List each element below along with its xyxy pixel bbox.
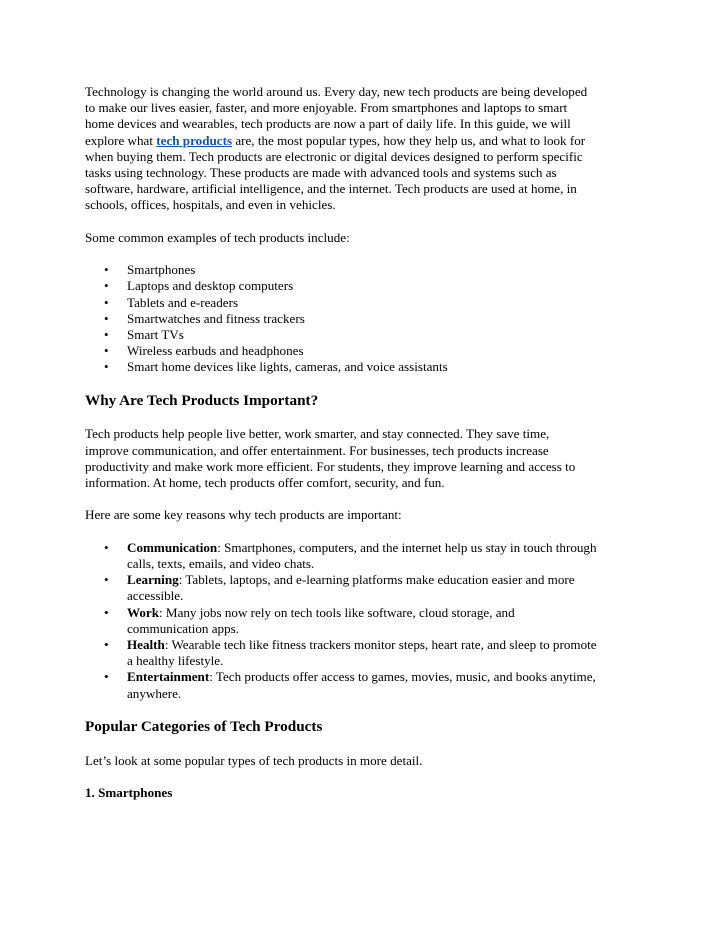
reasons-list (85, 540, 641, 702)
reason-text: : Many jobs now rely on tech tools like software, cloud storage, and (159, 604, 515, 620)
bullet-icon: • (104, 604, 109, 620)
intro-paragraph (85, 84, 641, 214)
reason-line (127, 669, 641, 685)
document-page (85, 84, 641, 801)
bullet-icon: • (104, 637, 109, 653)
reason-term: Communication (127, 539, 218, 555)
bullet-icon: • (104, 669, 109, 685)
intro-line: home devices and wearables, tech products are now a part of daily life. In this guide, we will (85, 116, 571, 132)
why-heading: Why Are Tech Products Important? (85, 391, 319, 409)
reasons-lead: Here are some key reasons why tech products are important: (85, 507, 402, 523)
why-paragraph (85, 426, 641, 491)
reason-line (127, 540, 641, 556)
list-item-text: Wireless earbuds and headphones (127, 343, 304, 359)
bullet-icon: • (104, 262, 109, 278)
categories-heading: Popular Categories of Tech Products (85, 718, 323, 736)
reason-text: : Smartphones, computers, and the internet help us stay in touch through (217, 539, 597, 555)
list-item (85, 359, 641, 375)
intro-line: Technology is changing the world around us. Every day, new tech products are being developed (85, 84, 588, 99)
intro-line: tasks using technology. These products are made with advanced tools and systems such as (85, 165, 557, 181)
why-line: improve communication, and offer entertainment. For businesses, tech products increase (85, 442, 549, 458)
intro-line: schools, offices, hospitals, and even in vehicles. (85, 197, 336, 213)
reason-text: : Tablets, laptops, and e-learning platforms make education easier and more (178, 572, 575, 588)
list-item (85, 637, 641, 669)
list-item (85, 669, 641, 701)
why-line: Tech products help people live better, work smarter, and stay connected. They save time, (85, 426, 550, 442)
examples-lead: Some common examples of tech products include: (85, 229, 350, 245)
intro-line-with-link (85, 133, 641, 149)
reason-text: : Wearable tech like fitness trackers monitor steps, heart rate, and sleep to promote (164, 637, 597, 653)
reason-line (127, 605, 641, 621)
bullet-icon: • (104, 310, 109, 326)
bullet-icon: • (104, 278, 109, 294)
list-item (85, 262, 641, 278)
intro-text: explore what (85, 132, 157, 148)
reason-line: a healthy lifestyle. (127, 653, 224, 669)
tech-products-link[interactable]: tech products (156, 132, 233, 148)
list-item (85, 278, 641, 294)
categories-lead: Let’s look at some popular types of tech products in more detail. (85, 752, 423, 768)
bullet-icon: • (104, 539, 109, 555)
reason-line: calls, texts, emails, and video chats. (127, 556, 315, 571)
list-item-text: Smart TVs (127, 327, 184, 343)
list-item (85, 572, 641, 604)
bullet-icon: • (104, 572, 109, 588)
list-item (85, 343, 641, 359)
intro-text: are, the most popular types, how they help us, and what to look for (232, 132, 586, 148)
list-item-text: Smart home devices like lights, cameras, and voice assistants (127, 359, 448, 375)
reason-term: Learning (127, 572, 179, 588)
list-item-text: Smartphones (127, 262, 196, 278)
list-item (85, 605, 641, 637)
bullet-icon: • (104, 343, 109, 359)
reason-line (127, 572, 641, 588)
list-item (85, 295, 641, 311)
bullet-icon: • (104, 294, 109, 310)
list-item (85, 311, 641, 327)
reason-line (127, 637, 641, 653)
bullet-icon: • (104, 327, 109, 343)
smartphones-subheading: 1. Smartphones (85, 785, 173, 800)
intro-line: to make our lives easier, faster, and more enjoyable. From smartphones and laptops to smart (85, 100, 568, 116)
list-item (85, 540, 641, 572)
reason-line: accessible. (127, 588, 184, 604)
list-item-text: Laptops and desktop computers (127, 278, 294, 294)
list-item (85, 327, 641, 343)
reason-line: communication apps. (127, 620, 240, 636)
reason-line: anywhere. (127, 685, 182, 701)
intro-line: software, hardware, artificial intelligence, and the internet. Tech products are used at home, in (85, 181, 577, 197)
reason-term: Entertainment (127, 669, 210, 685)
reason-text: : Tech products offer access to games, movies, music, and books anytime, (209, 669, 596, 685)
examples-list (85, 262, 641, 375)
why-line: information. At home, tech products offer comfort, security, and fun. (85, 475, 445, 491)
intro-line: when buying them. Tech products are electronic or digital devices designed to perform specific (85, 148, 583, 164)
why-line: productivity and make work more efficient. For students, they improve learning and access to (85, 458, 576, 474)
list-item-text: Smartwatches and fitness trackers (127, 310, 305, 326)
reason-term: Health (127, 637, 165, 653)
reason-term: Work (127, 604, 160, 620)
bullet-icon: • (104, 359, 109, 375)
list-item-text: Tablets and e-readers (127, 294, 239, 310)
